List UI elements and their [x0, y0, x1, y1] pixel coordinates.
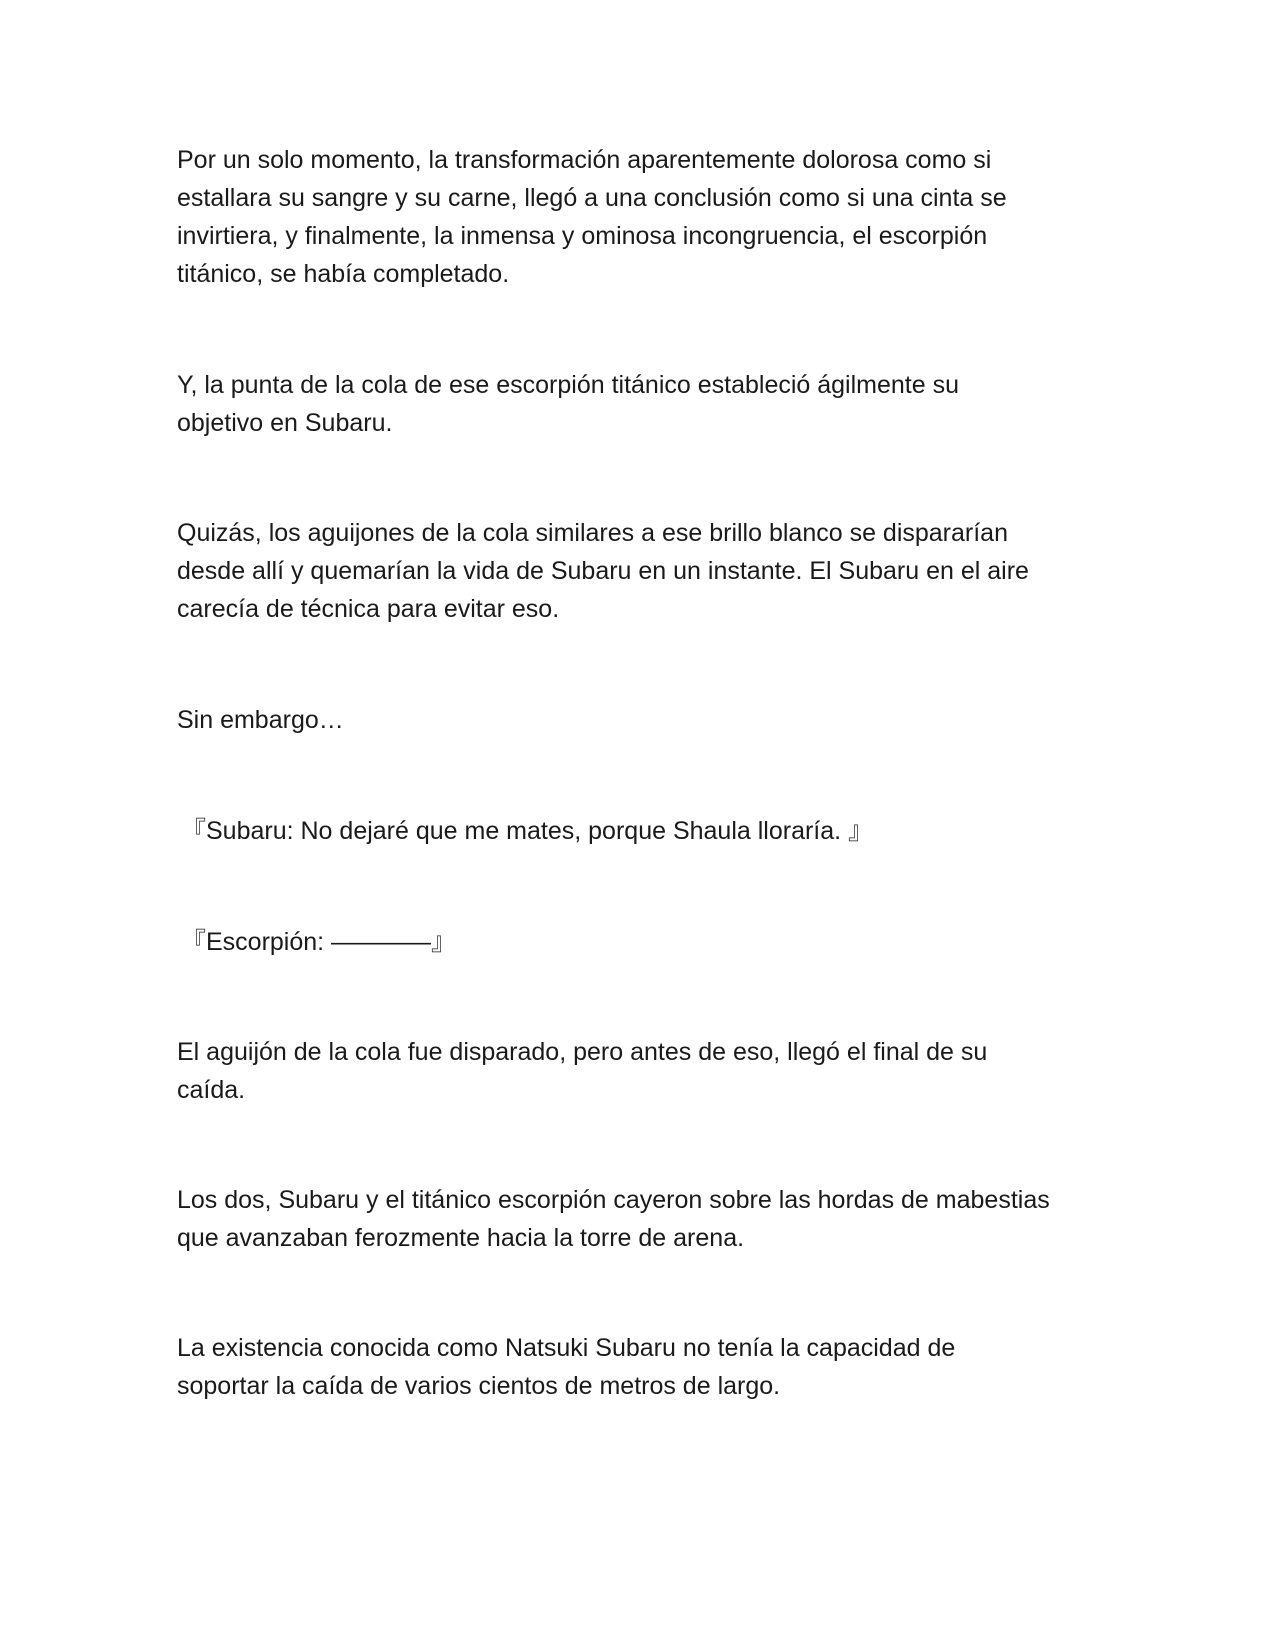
dialogue-subaru [181, 812, 1111, 850]
paragraph-fall-end [177, 1033, 1107, 1109]
text-line: soportar la caída de varios cientos de metros de largo. [177, 1372, 781, 1400]
text-line: invirtiera, y finalmente, la inmensa y ominosa incongruencia, el escorpión [177, 222, 988, 250]
paragraph-stingers [177, 514, 1107, 628]
paragraph-capacity [177, 1329, 1107, 1405]
paragraph-hordes [177, 1181, 1107, 1257]
text-line: carecía de técnica para evitar eso. [177, 595, 560, 623]
paragraph-however [177, 701, 1107, 739]
text-line: Por un solo momento, la transformación aparentemente dolorosa como si [177, 146, 992, 174]
text-line: que avanzaban ferozmente hacia la torre de arena. [177, 1224, 745, 1252]
paragraph-transformation [177, 141, 1107, 293]
text-line: estallara su sangre y su carne, llegó a una conclusión como si una cinta se [177, 184, 1007, 212]
text-line: 『Subaru: No dejaré que me mates, porque Shaula lloraría. 』 [181, 817, 874, 845]
text-line: objetivo en Subaru. [177, 409, 393, 437]
text-line: desde allí y quemarían la vida de Subaru en un instante. El Subaru en el aire [177, 557, 1029, 585]
text-line: Quizás, los aguijones de la cola similares a ese brillo blanco se dispararían [177, 519, 1008, 547]
text-line: 『Escorpión: ————』 [181, 928, 457, 956]
paragraph-tail-target [177, 366, 1107, 442]
text-line: Los dos, Subaru y el titánico escorpión cayeron sobre las hordas de mabestias [177, 1186, 1050, 1214]
text-line: El aguijón de la cola fue disparado, pero antes de eso, llegó el final de su [177, 1038, 988, 1066]
text-line: titánico, se había completado. [177, 260, 510, 288]
text-line: La existencia conocida como Natsuki Subaru no tenía la capacidad de [177, 1334, 956, 1362]
text-line: Y, la punta de la cola de ese escorpión titánico estableció ágilmente su [177, 371, 959, 399]
dialogue-scorpion [181, 923, 1111, 961]
text-line: Sin embargo… [177, 706, 344, 734]
text-line: caída. [177, 1076, 246, 1104]
